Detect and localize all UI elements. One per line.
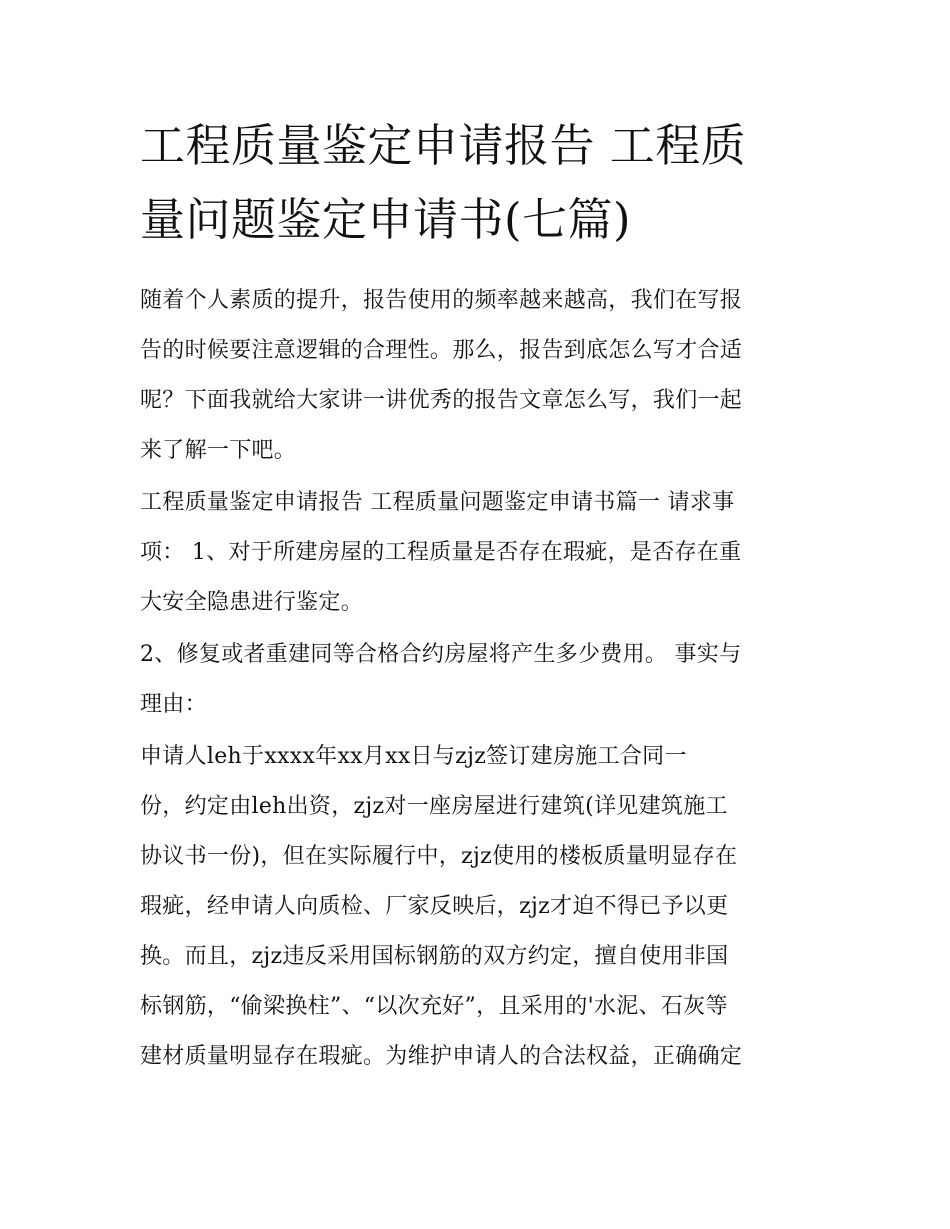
body-line: 建材质量明显存在瑕疵。为维护申请人的合法权益，正确确定	[140, 1044, 743, 1069]
body-line: 大安全隐患进行鉴定。	[140, 590, 364, 615]
body-line: 申请人leh于xxxx年xx月xx日与zjz签订建房施工合同一	[140, 744, 687, 769]
body-line: 标钢筋，“偷梁换柱”、“以次充好”，且采用的'水泥、石灰等	[140, 994, 728, 1019]
body-line: 份，约定由leh出资，zjz对一座房屋进行建筑(详见建筑施工	[140, 794, 728, 819]
document-title-line-1: 工程质量鉴定申请报告 工程质	[140, 119, 747, 172]
body-line: 来了解一下吧。	[140, 438, 297, 463]
body-line: 项： 1、对于所建房屋的工程质量是否存在瑕疵，是否存在重	[140, 540, 742, 565]
body-line: 换。而且，zjz违反采用国标钢筋的双方约定，擅自使用非国	[140, 944, 729, 969]
body-line: 瑕疵，经申请人向质检、厂家反映后，zjz才迫不得已予以更	[140, 894, 729, 919]
body-line: 2、修复或者重建同等合格合约房屋将产生多少费用。 事实与	[140, 642, 742, 667]
document-title-line-2: 量问题鉴定申请书(七篇)	[140, 193, 632, 246]
body-line: 随着个人素质的提升，报告使用的频率越来越高，我们在写报	[140, 288, 743, 313]
body-line: 呢？下面我就给大家讲一讲优秀的报告文章怎么写，我们一起	[140, 388, 743, 413]
body-line: 工程质量鉴定申请报告 工程质量问题鉴定申请书篇一 请求事	[140, 490, 735, 515]
body-line: 协议书一份)，但在实际履行中，zjz使用的楼板质量明显存在	[140, 844, 738, 869]
body-line: 理由：	[140, 692, 207, 717]
body-line: 告的时候要注意逻辑的合理性。那么，报告到底怎么写才合适	[140, 338, 743, 363]
